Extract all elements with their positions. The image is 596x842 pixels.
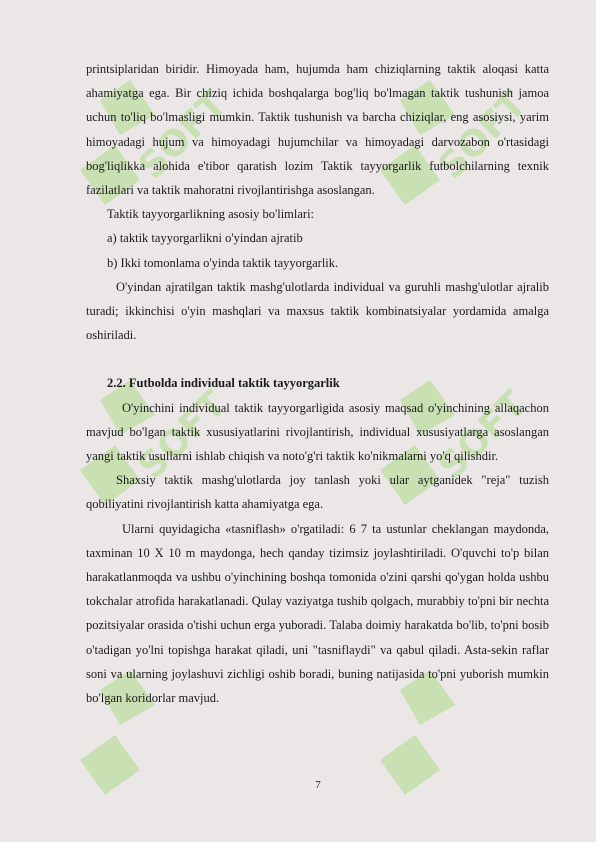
watermark-logo: SOFT (60, 60, 230, 235)
section-heading: 2.2. Futbolda individual taktik tayyorgarlik (107, 376, 340, 391)
document-body (86, 57, 549, 710)
watermark-logo: SOFT (360, 360, 530, 535)
list-item: b) Ikki tomonlama o'yinda taktik tayyorgarlik. (107, 255, 339, 270)
paragraph: Taktik tayyorgarlikning asosiy bo'limlari: (107, 207, 315, 222)
paragraph: Ularni quyidagicha «tasniflash» o'rgatiladi: 6 7 ta ustunlar cheklangan maydonda, taxminan 10 X 10 m maydonga, hech qanday tizimsiz joylashtiriladi. O'quvchi to'p bilan harakatlanmoqda va ushbu o'yinchining boshqa tomonida o'zini qarshi qo'ygan holda ushbu tokchalar atrofida harakatlanadi. Qulay vaziyatga tushib qolgach, murabbiy to'pni bir nechta pozitsiyalar orasida o'tishi uchun erga yuboradi. Talaba doimiy harakatda bo'lib, to'pni bosib o'tadigan yo'lni topishga harakat qiladi, uni "tasniflaydi" va qabul qiladi. Asta-sekin raflar soni va ularning joylashuvi zichligi oshib boradi, buning natijasida to'pni yuborish mumkin bo'lgan koridorlar mavjud. (86, 521, 549, 706)
page-number: 7 (315, 779, 321, 791)
watermark-logo: SOFT (60, 360, 230, 535)
spacer (86, 347, 549, 371)
list-item: a) taktik tayyorgarlikni o'yindan ajratib (107, 231, 303, 246)
paragraph: O'yindan ajratilgan taktik mashg'ulotlarda individual va guruhli mashg'ulotlar ajralib turadi; ikkinchisi o'yin mashqlari va maxsus taktik kombinatsiyalar yordamida amalga oshiriladi. (86, 279, 549, 343)
watermark-logo: SOFT (360, 60, 530, 235)
paragraph: printsiplaridan biridir. Himoyada ham, hujumda ham chiziqlarning taktik aloqasi katta ahamiyatga ega. Bir chiziq ichida boshqalarga bog'liq bo'lmagan taktik tushunish jamoa uchun to'liq bo'lmasligi mumkin. Taktik tushunish va barcha chiziqlar, eng asosiysi, yarim himoyadagi hujum va himoyadagi hujumchilar va himoyadagi darvozabon o'rtasidagi bog'liqlikka alohida e'tibor qaratish lozim Taktik tayyorgarlik futbolchilarning texnik fazilatlari va taktik mahoratni rivojlantirishga asoslangan. (86, 62, 549, 198)
paragraph: O'yinchini individual taktik tayyorgarligida asosiy maqsad o'yinchining allaqachon mavjud bo'lgan taktik xususiyatlarini rivojlantirish, individual xususiyatlarga asoslangan yangi taktik usullarni ishlab chiqish va noto'g'ri taktik ko'nikmalarni yo'q qilishdir. (86, 400, 549, 464)
paragraph: Shaxsiy taktik mashg'ulotlarda joy tanlash yoki ular aytganidek "reja" tuzish qobiliyatini rivojlantirish katta ahamiyatga ega. (86, 473, 549, 512)
